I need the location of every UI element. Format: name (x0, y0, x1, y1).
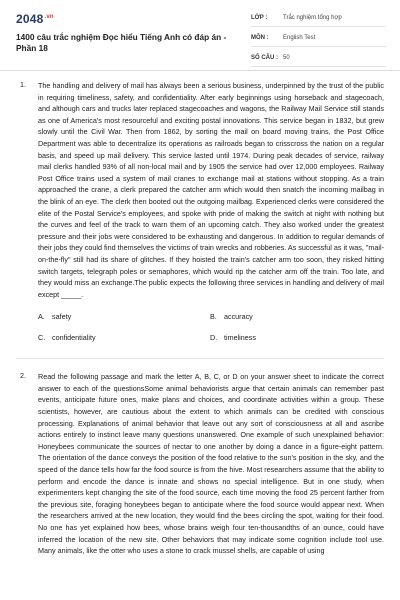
question-list (0, 80, 400, 557)
option-text: timeliness (224, 333, 256, 343)
question-text: The handling and delivery of mail has always been a serious business, underpinned by the trust of the public in requiring timeliness, safety, and confidentiality. After early beginnings using horseback and stagecoach, and although cars and trucks later replaced stagecoaches and wagons, the Railway Mail Service still stands as one of America's most resourceful and exciting postal innovations. This service began in 1832, but grew slowly until the Civil War. Then from 1862, by sorting the mail on board moving trains, the Post Office Department was able to decentralize its operations as railroads began to crisscross the nation on a regular basis, and speed up mail delivery. This service lasted until 1974. During peak decades of service, railway mail clerks handled 93% of all non-local mail and by 1905 the service had over 12,000 employees. Railway Post Office trains used a system of mail cranes to exchange mail at stations without stopping. As a train approached the crane, a clerk prepared the catcher arm which would then snatch the incoming mailbag in the blink of an eye. The clerk then booted out the outgoing mailbag. Experienced clerks were considered the elite of the Postal Service's employees, and spoke with pride of making the switch at night with nothing but the curves and feel of the track to warn them of an upcoming catch. They also worked under the greatest pressure and their jobs were considered to be exhausting and dangerous. In addition to regular demands of their jobs they could find themselves the victims of train wrecks and robberies. As successful as it was, "mail-on-the-fly" still had its share of glitches. If they hoisted the train's catcher arm too soon, they risked hitting switch targets, telegraph poles or semaphores, which would rip the catcher arm off the train. Too late, and they would miss an exchange.The public expects the following three services in handling and delivery of mail except _____. (38, 81, 384, 299)
answer-options (38, 312, 384, 342)
option-text: confidentiality (52, 333, 96, 343)
meta-value: 50 (283, 55, 290, 61)
option-c[interactable] (38, 333, 210, 342)
question-2 (16, 371, 384, 557)
question-number: 1. (20, 80, 26, 89)
meta-label: MÔN : (251, 35, 269, 41)
test-meta (251, 10, 386, 70)
logo-suffix: .vn (44, 14, 54, 20)
option-text: safety (52, 312, 72, 322)
option-letter: C. (38, 333, 46, 343)
meta-row-class (251, 10, 386, 27)
page-title: 1400 câu trắc nghiệm Đọc hiểu Tiếng Anh có đáp án - Phần 18 (16, 32, 227, 53)
option-d[interactable] (210, 333, 382, 342)
site-logo[interactable] (16, 12, 54, 26)
meta-label: LỚP : (251, 15, 268, 21)
question-1 (16, 80, 384, 342)
meta-row-count (251, 50, 386, 67)
question-text: Read the following passage and mark the letter A, B, C, or D on your answer sheet to indicate the correct answer to each of the questionsSome animal behaviorists argue that certain animals can remember past events, anticipate future ones, make plans and choices, and coordinate activities within a group. These scientists, however, are cautious about the extent to which animals can be credited with conscious processing. Explanations of animal behavior that leave out any sort of consciousness at all and ascribe actions entirely to instinct leave many questions unanswered. One example of such unexplained behavior: Honeybees communicate the sources of nectar to one another by doing a dance in a figure-eight pattern. The orientation of the dance conveys the position of the food relative to the sun's position in the sky, and the speed of the dance tells how far the food source is from the hive. Most researchers assume that the ability to perform and encode the dance is innate and shows no special intelligence. But in one study, when experimenters kept changing the site of the food source, each time moving the food 25 percent farther from the previous site, foraging honeybees began to anticipate where the food source would appear next. When the researchers arrived at the new location, they would find the bees circling the spot, waiting for their food. No one has yet explained how bees, whose brains weigh four ten-thousandths of an ounce, could have inferred the location of the new site. Other behaviors that may indicate some cognition include tool use. Many animals, like the otter who uses a stone to crack mussel shells, are capable of using (38, 372, 384, 556)
question-divider (16, 358, 384, 359)
meta-label: SỐ CÂU : (251, 55, 278, 61)
option-b[interactable] (210, 312, 382, 321)
option-a[interactable] (38, 312, 210, 321)
meta-value: English Test (283, 35, 316, 41)
page-header (0, 0, 400, 71)
meta-value: Trắc nghiệm tổng hợp (283, 15, 342, 21)
meta-row-subject (251, 30, 386, 47)
option-letter: A. (38, 312, 45, 322)
option-text: accuracy (224, 312, 253, 322)
logo-main: 2048 (16, 12, 44, 26)
question-number: 2. (20, 371, 26, 381)
option-letter: D. (210, 333, 218, 343)
option-letter: B. (210, 312, 217, 322)
